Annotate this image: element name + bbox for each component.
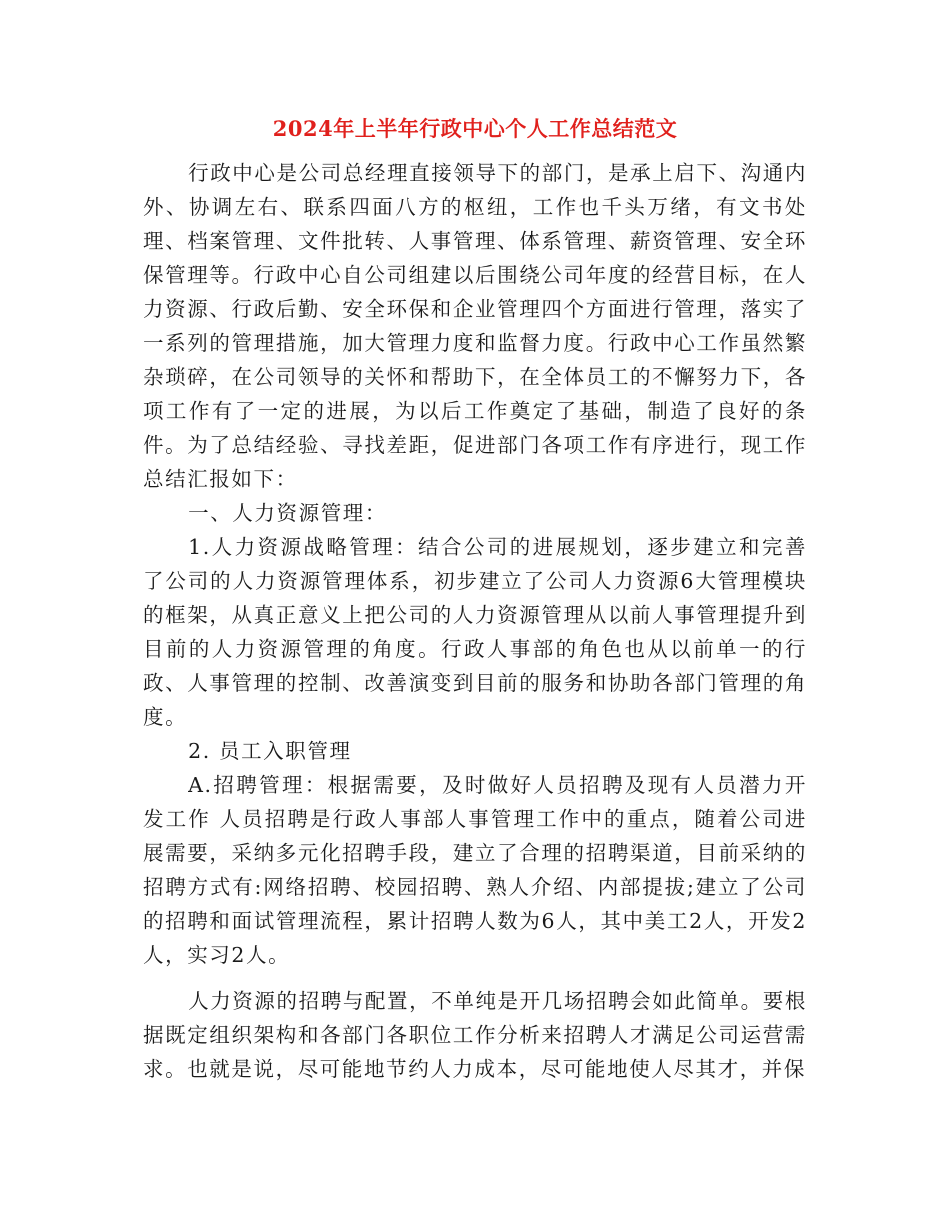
paragraph-recruitment: A.招聘管理：根据需要，及时做好人员招聘及现有人员潜力开发工作 人员招聘是行政人事部人事管理工作中的重点，随着公司进展需要，采纳多元化招聘手段，建立了合理的招聘渠道，目前采纳的招聘方式有:网络招聘、校园招聘、熟人介绍、内部提拔;建立了公司的招聘和面试管理流程，累计招聘人数为6人，其中美工2人，开发2人，实习2人。 — [143, 773, 807, 967]
document-title: 2024年上半年行政中心个人工作总结范文 — [272, 116, 678, 141]
paragraph-hr-strategy: 1.人力资源战略管理：结合公司的进展规划，逐步建立和完善了公司的人力资源管理体系，初步建立了公司人力资源6大管理模块的框架，从真正意义上把公司的人力资源管理从以前人事管理提升到目前的人力资源管理的角度。行政人事部的角色也从以前单一的行政、人事管理的控制、改善演变到目前的服务和协助各部门管理的角度。 — [143, 535, 807, 729]
section-heading-hr: 一、人力资源管理： — [188, 501, 387, 525]
paragraph-recruitment-allocation: 人力资源的招聘与配置，不单纯是开几场招聘会如此简单。要根据既定组织架构和各部门各职位工作分析来招聘人才满足公司运营需求。也就是说，尽可能地节约人力成本，尽可能地使人尽其才，并保 — [143, 989, 807, 1081]
subheading-onboarding: 2. 员工入职管理 — [188, 739, 352, 763]
document-body — [143, 156, 807, 1086]
paragraph-intro: 行政中心是公司总经理直接领导下的部门，是承上启下、沟通内外、协调左右、联系四面八方的枢纽，工作也千头万绪，有文书处理、档案管理、文件批转、人事管理、体系管理、薪资管理、安全环保管理等。行政中心自公司组建以后围绕公司年度的经营目标，在人力资源、行政后勤、安全环保和企业管理四个方面进行管理，落实了一系列的管理措施，加大管理力度和监督力度。行政中心工作虽然繁杂琐碎，在公司领导的关怀和帮助下，在全体员工的不懈努力下，各项工作有了一定的进展，为以后工作奠定了基础，制造了良好的条件。为了总结经验、寻找差距，促进部门各项工作有序进行，现工作总结汇报如下： — [143, 161, 807, 491]
